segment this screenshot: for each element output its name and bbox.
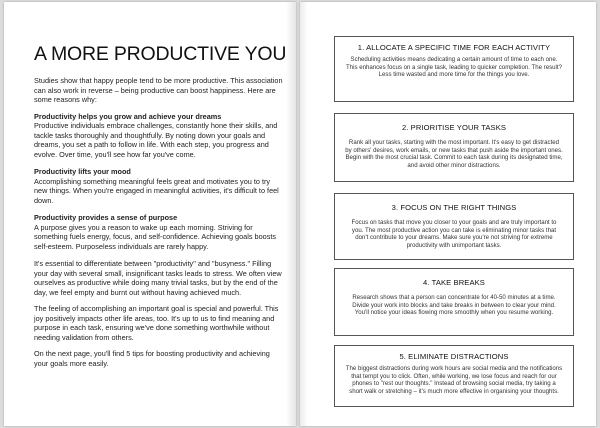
section-heading: Productivity lifts your mood — [34, 167, 131, 176]
section-body: A purpose gives you a reason to wake up each morning. Striving for something fuels energy, focus, and self-confidence. Achieving goals boosts self-esteem. Purposeless individuals are rarely happy. — [34, 222, 277, 251]
tip-body: Focus on tasks that move you closer to your goals and are truly important to you. The most productive action you can take is eliminating minor tasks that don't contribute to your dreams. Make sure you're not striving for extreme productivity with unimportant tasks. — [351, 219, 557, 249]
busyness-paragraph: It's essential to differentiate between "productivity" and "busyness." Filling your day with several small, insignificant tasks leads to stress. We often view ourselves as productive while doing many trivial tasks, but by the end of the day, we feel empty and burnt out without having achieved much. — [34, 259, 282, 297]
right-page — [300, 2, 596, 426]
tip-box-2 — [334, 113, 574, 182]
tip-box-5 — [334, 345, 574, 407]
tip-box-3 — [334, 193, 574, 260]
tip-body: The biggest distractions during work hours are social media and the notifications that tempt you to click. Often, while working, we lose focus and reach for our phones to "rest our thoughts." Instead of browsing social media, try taking a short walk or stretching – it's much more effective in organising your thoughts. — [345, 365, 563, 395]
tip-title: 3. FOCUS ON THE RIGHT THINGS — [391, 203, 517, 212]
page-title: A MORE PRODUCTIVE YOU — [34, 43, 287, 65]
tip-body: Scheduling activities means dedicating a certain amount of time to each one. This enhances focus on a single task, leading to quicker completion. The result? Less time wasted and more time for the things you love. — [345, 56, 562, 79]
section-heading: Productivity provides a sense of purpose — [34, 213, 178, 222]
tip-title: 1. ALLOCATE A SPECIFIC TIME FOR EACH ACTIVITY — [357, 43, 551, 52]
section-mood — [34, 167, 284, 205]
section-body: Productive individuals embrace challenges, constantly hone their skills, and tackle tasks thoroughly and thoughtfully. By noting down your goals and dreams, you set a path to follow in life. With each step, you progress and evolve. Over time, you'll see how far you've come. — [34, 121, 278, 159]
section-purpose — [34, 213, 284, 251]
next-page-paragraph: On the next page, you'll find 5 tips for boosting productivity and achieving your goals more easily. — [34, 349, 270, 368]
section-grow — [34, 112, 284, 160]
tip-box-4 — [334, 268, 574, 336]
tip-title: 5. ELIMINATE DISTRACTIONS — [399, 352, 509, 361]
left-body — [34, 76, 284, 375]
tip-body: Research shows that a person can concentrate for 40-50 minutes at a time. Divide your work into blocks and take breaks in between to clear your mind. You'll notice your ideas flowing more smoothly when you resume working. — [352, 294, 556, 317]
tip-body: Rank all your tasks, starting with the most important. It's easy to get distracted by others' desires, work emails, or new tasks that push aside the important ones. Begin with the most crucial task. Commit to each task during its designated time, and avoid other minor distractions. — [345, 139, 563, 169]
section-heading: Productivity helps you grow and achieve your dreams — [34, 111, 222, 121]
tip-title: 4. TAKE BREAKS — [423, 278, 485, 287]
accomplishment-paragraph: The feeling of accomplishing an important goal is special and powerful. This joy positively impacts other life areas, too. It's up to us to find meaning and purpose in each task, ensuring we've done something worthwhile without needing validation from others. — [34, 304, 279, 342]
tip-box-1 — [334, 36, 574, 102]
intro-paragraph: Studies show that happy people tend to be more productive. This association can also work in reverse – being productive can boost happiness. Here are some reasons why: — [34, 76, 283, 104]
left-page — [4, 2, 296, 426]
section-body: Accomplishing something meaningful feels great and motivates you to try new things. When you're engaged in meaningful activities, it's difficult to feel down. — [34, 176, 279, 205]
tip-title: 2. PRIORITISE YOUR TASKS — [401, 123, 507, 132]
